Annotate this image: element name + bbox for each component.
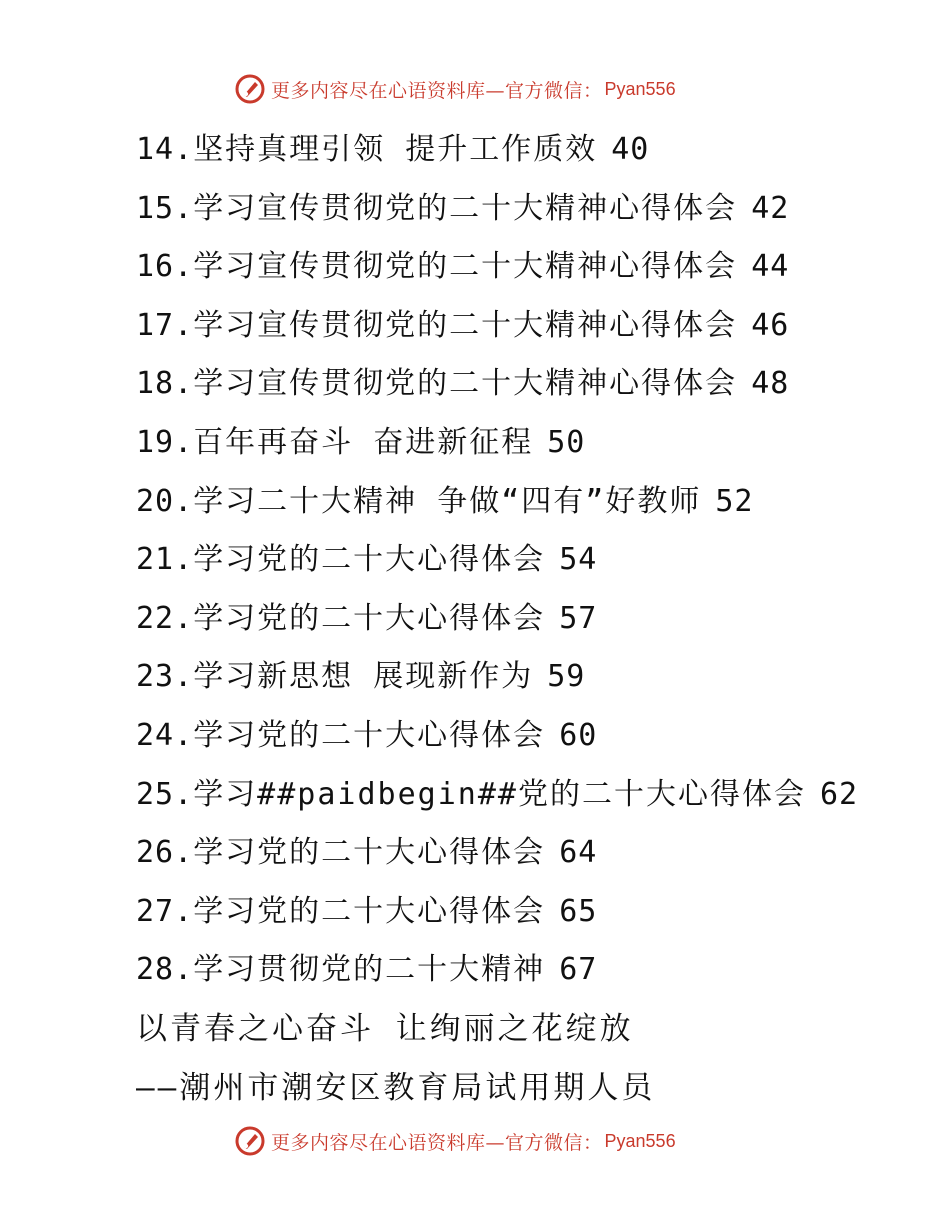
watermark-header (235, 72, 676, 106)
article-subheading: ——潮州市潮安区教育局试用期人员 (136, 1069, 656, 1106)
toc-title: 学习##paidbegin##党的二十大心得体会 (193, 776, 806, 812)
toc-page: 64 (559, 835, 598, 871)
toc-number: 22. (136, 600, 194, 636)
toc-entry (136, 590, 936, 649)
watermark-footer (235, 1124, 676, 1158)
toc-page: 67 (559, 952, 598, 988)
toc-page: 52 (715, 483, 754, 519)
toc-number: 19. (136, 424, 194, 460)
toc-entry (136, 941, 936, 1000)
toc-number: 16. (136, 249, 194, 285)
table-of-contents (136, 121, 936, 1117)
watermark-text: 更多内容尽在心语资料库—官方微信： (271, 79, 603, 102)
toc-title: 学习贯彻党的二十大精神 (193, 952, 546, 988)
pen-seal-icon (235, 1126, 265, 1156)
toc-number: 15. (136, 190, 194, 226)
toc-page: 60 (559, 717, 598, 753)
toc-entry (136, 180, 936, 239)
toc-page: 54 (559, 542, 598, 578)
toc-title: 百年再奋斗 奋进新征程 (193, 424, 534, 460)
pen-seal-icon (235, 74, 265, 104)
toc-title: 学习宣传贯彻党的二十大精神心得体会 (193, 249, 738, 285)
toc-title: 学习党的二十大心得体会 (193, 600, 546, 636)
toc-page: 42 (751, 190, 790, 226)
toc-number: 23. (136, 659, 194, 695)
toc-page: 65 (559, 893, 598, 929)
toc-number: 17. (136, 307, 194, 343)
toc-entry (136, 414, 936, 473)
toc-entry (136, 238, 936, 297)
toc-page: 57 (559, 600, 598, 636)
toc-title: 学习党的二十大心得体会 (193, 835, 546, 871)
toc-entry (136, 531, 936, 590)
toc-entry (136, 473, 936, 532)
toc-entry (136, 297, 936, 356)
toc-page: 48 (751, 366, 790, 402)
toc-title: 学习新思想 展现新作为 (193, 659, 534, 695)
toc-page: 62 (820, 776, 859, 812)
toc-number: 28. (136, 952, 194, 988)
toc-title: 学习二十大精神 争做“四有”好教师 (193, 483, 702, 519)
toc-title: 学习党的二十大心得体会 (193, 542, 546, 578)
toc-number: 18. (136, 366, 194, 402)
toc-number: 24. (136, 717, 194, 753)
toc-number: 25. (136, 776, 194, 812)
toc-entry (136, 824, 936, 883)
toc-number: 20. (136, 483, 194, 519)
toc-title: 学习党的二十大心得体会 (193, 717, 546, 753)
toc-number: 27. (136, 893, 194, 929)
watermark-text: 更多内容尽在心语资料库—官方微信： (271, 1131, 603, 1154)
toc-entry (136, 121, 936, 180)
toc-title: 坚持真理引领 提升工作质效 (193, 132, 598, 167)
wechat-id: Pyan556 (604, 78, 676, 99)
toc-page: 50 (547, 424, 586, 460)
toc-number: 26. (136, 835, 194, 871)
toc-entry (136, 355, 936, 414)
toc-page: 59 (547, 659, 586, 695)
wechat-id: Pyan556 (604, 1130, 676, 1151)
toc-page: 44 (751, 249, 790, 285)
article-heading: 以青春之心奋斗 让绚丽之花绽放 (136, 1010, 634, 1047)
toc-number: 21. (136, 542, 194, 578)
toc-entry (136, 648, 936, 707)
toc-page: 40 (611, 132, 650, 167)
toc-title: 学习党的二十大心得体会 (193, 893, 546, 929)
toc-page: 46 (751, 307, 790, 343)
toc-entry (136, 766, 936, 825)
toc-entry (136, 707, 936, 766)
toc-title: 学习宣传贯彻党的二十大精神心得体会 (193, 190, 738, 226)
toc-entry (136, 883, 936, 942)
toc-title: 学习宣传贯彻党的二十大精神心得体会 (193, 366, 738, 402)
toc-title: 学习宣传贯彻党的二十大精神心得体会 (193, 307, 738, 343)
toc-number: 14. (136, 132, 194, 167)
